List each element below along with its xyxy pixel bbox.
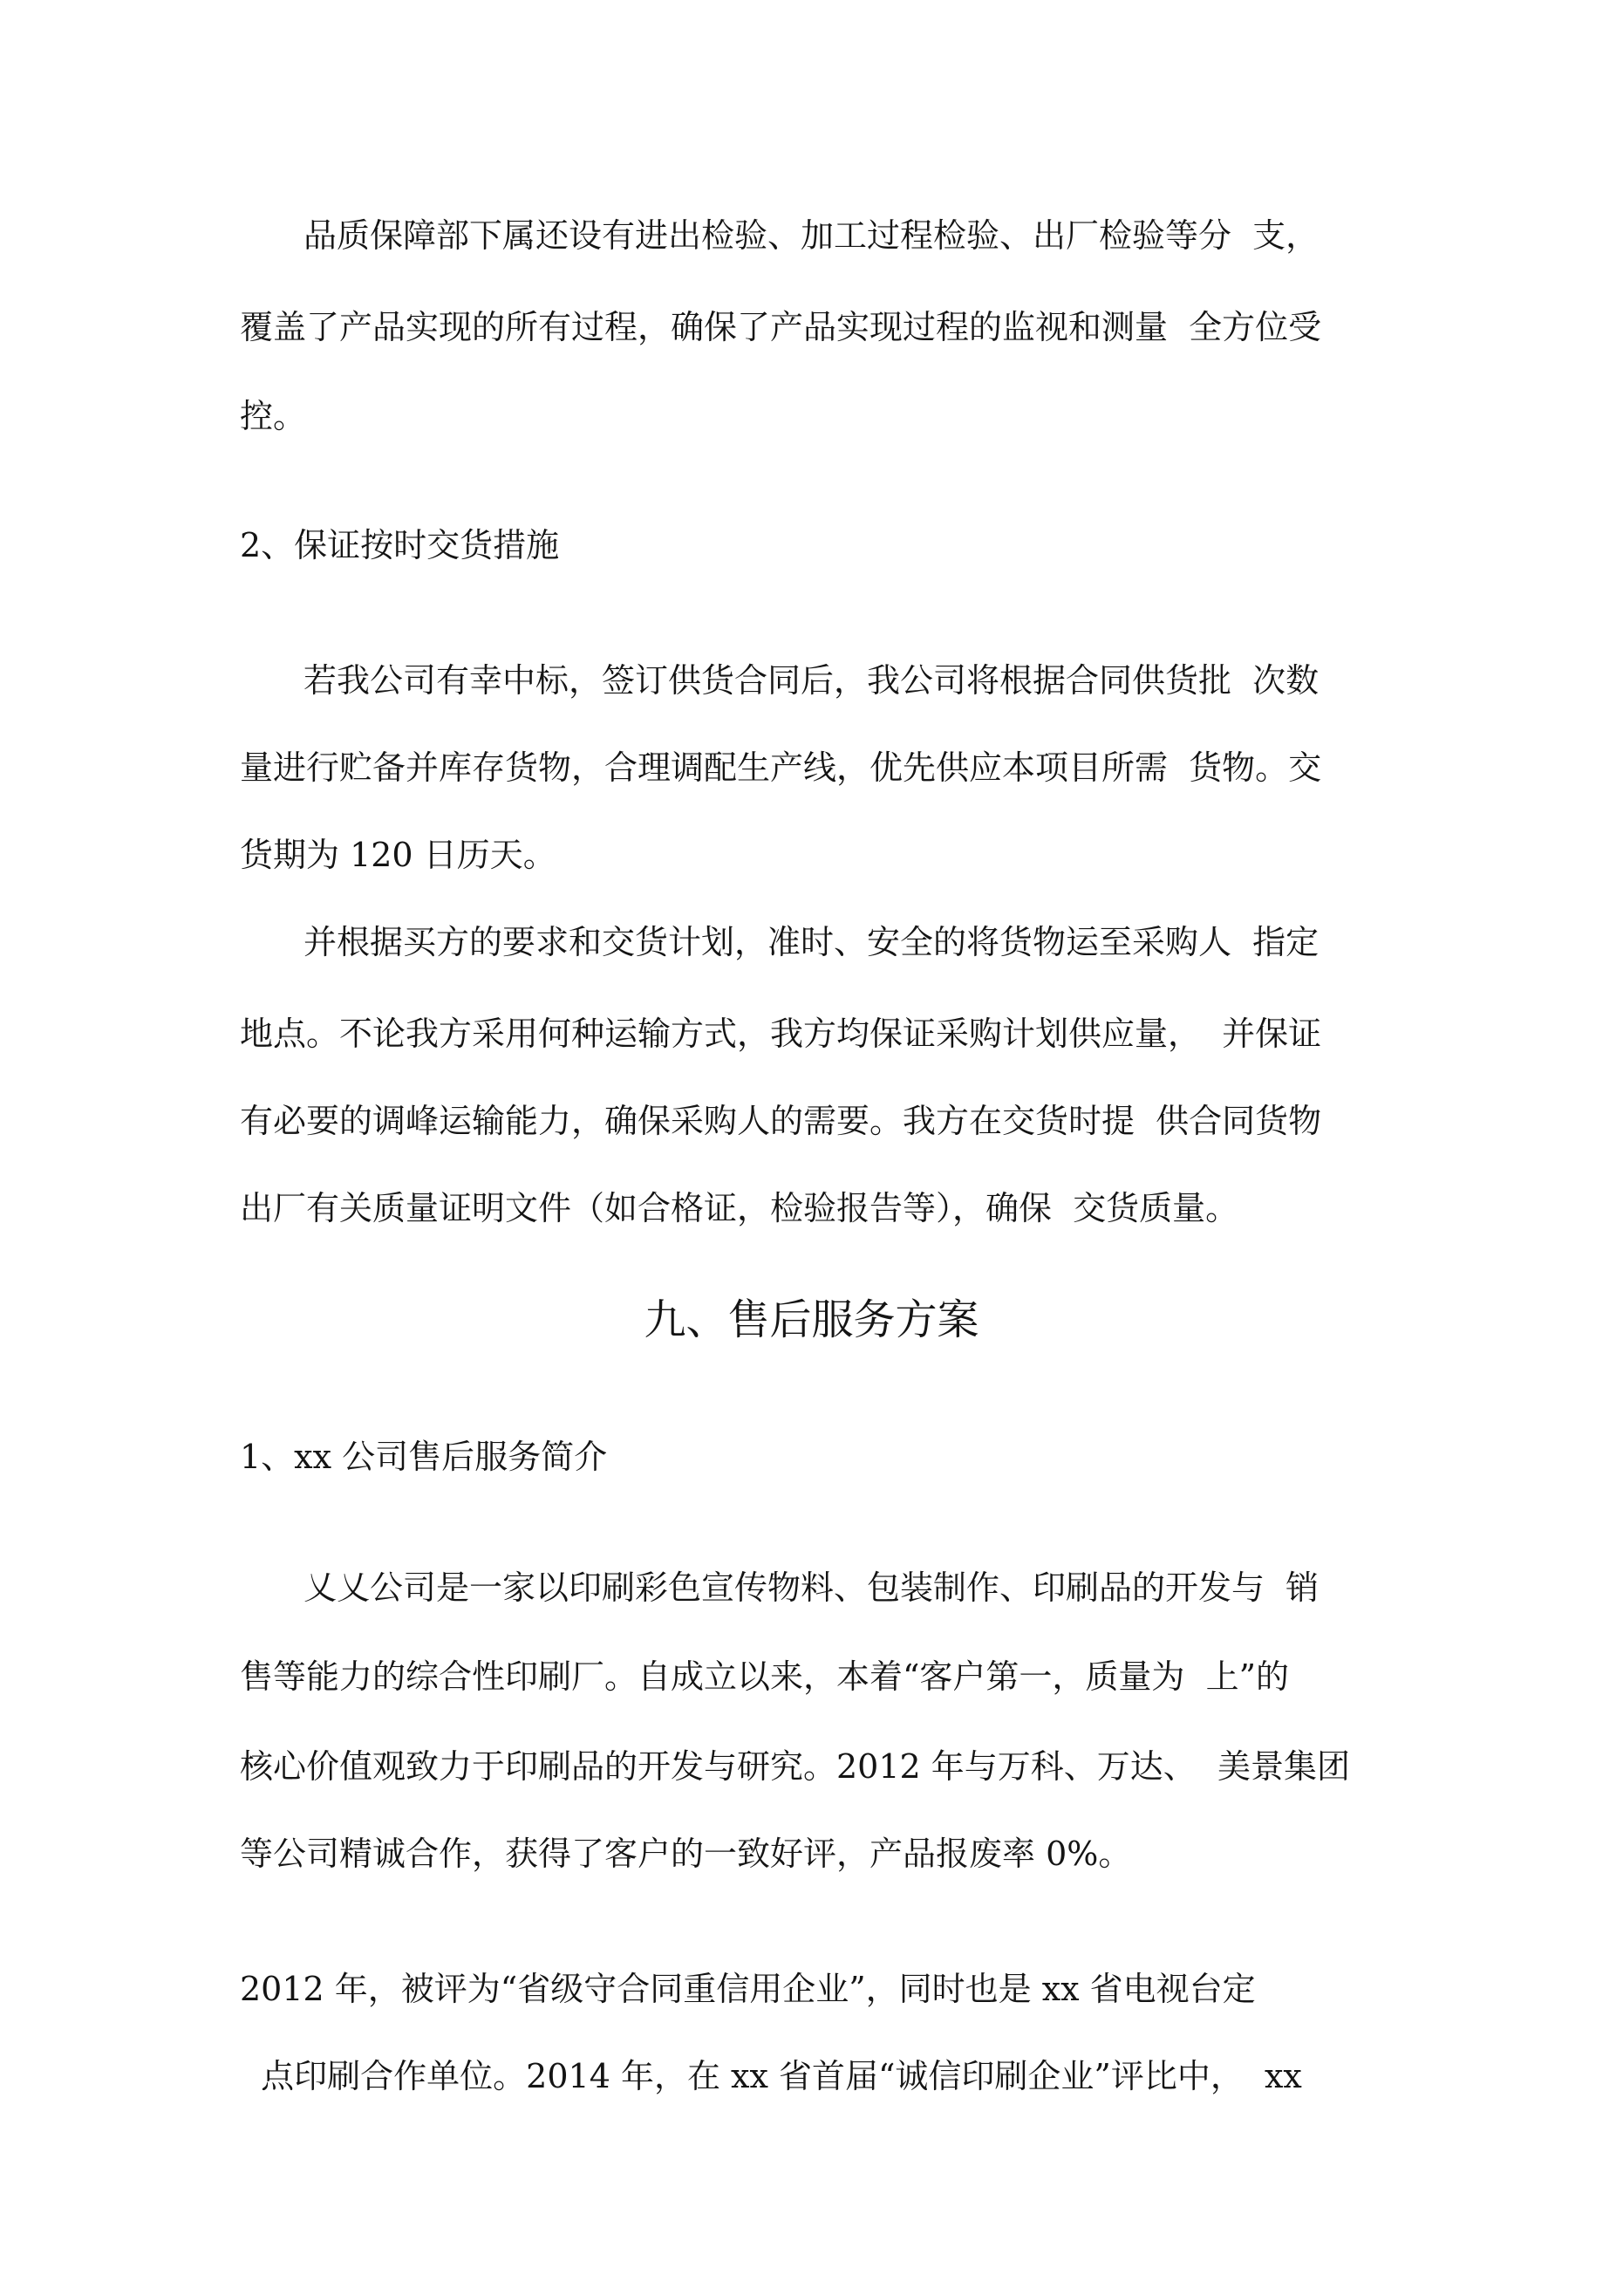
paragraph-company-line-4: 等公司精诚合作，获得了客户的一致好评，产品报废率 0%。	[240, 1835, 1132, 1873]
paragraph-transport-line-1: 并根据买方的要求和交货计划，准时、安全的将货物运至采购人 指定	[303, 923, 1320, 961]
paragraph-delivery-line-3: 货期为 120 日历天。	[240, 836, 556, 874]
paragraph-quality-line-1: 品质保障部下属还设有进出检验、加工过程检验、出厂检验等分 支，	[303, 216, 1320, 255]
paragraph-transport-line-3: 有必要的调峰运输能力，确保采购人的需要。我方在交货时提 供合同货物	[240, 1102, 1322, 1140]
paragraph-delivery-line-1: 若我公司有幸中标，签订供货合同后，我公司将根据合同供货批 次数	[303, 661, 1320, 700]
heading-delivery-measures: 2、保证按时交货措施	[240, 526, 560, 564]
paragraph-awards-line-1: 2012 年，被评为“省级守合同重信用企业”，同时也是 xx 省电视台定	[240, 1970, 1256, 2008]
paragraph-awards-line-2: 点印刷合作单位。2014 年，在 xx 省首届“诚信印刷企业”评比中， xx	[240, 2057, 1302, 2095]
paragraph-quality-line-3: 控。	[240, 397, 307, 435]
paragraph-quality-line-2: 覆盖了产品实现的所有过程，确保了产品实现过程的监视和测量 全方位受	[240, 308, 1322, 346]
heading-company-intro: 1、xx 公司售后服务简介	[240, 1438, 608, 1476]
paragraph-company-line-2: 售等能力的综合性印刷厂。自成立以来，本着“客户第一，质量为 上”的	[240, 1657, 1290, 1696]
paragraph-company-line-1: 乂乂公司是一家以印刷彩色宣传物料、包装制作、印刷品的开发与 销	[303, 1568, 1320, 1607]
paragraph-transport-line-2: 地点。不论我方采用何种运输方式，我方均保证采购计划供应量， 并保证	[240, 1015, 1322, 1053]
paragraph-delivery-line-2: 量进行贮备并库存货物，合理调配生产线，优先供应本项目所需 货物。交	[240, 748, 1322, 787]
paragraph-transport-line-4: 出厂有关质量证明文件（如合格证，检验报告等），确保 交货质量。	[240, 1189, 1239, 1227]
paragraph-company-line-3: 核心价值观致力于印刷品的开发与研究。2012 年与万科、万达、 美景集团	[240, 1747, 1350, 1786]
section-title-after-sales: 九、售后服务方案	[644, 1295, 979, 1344]
